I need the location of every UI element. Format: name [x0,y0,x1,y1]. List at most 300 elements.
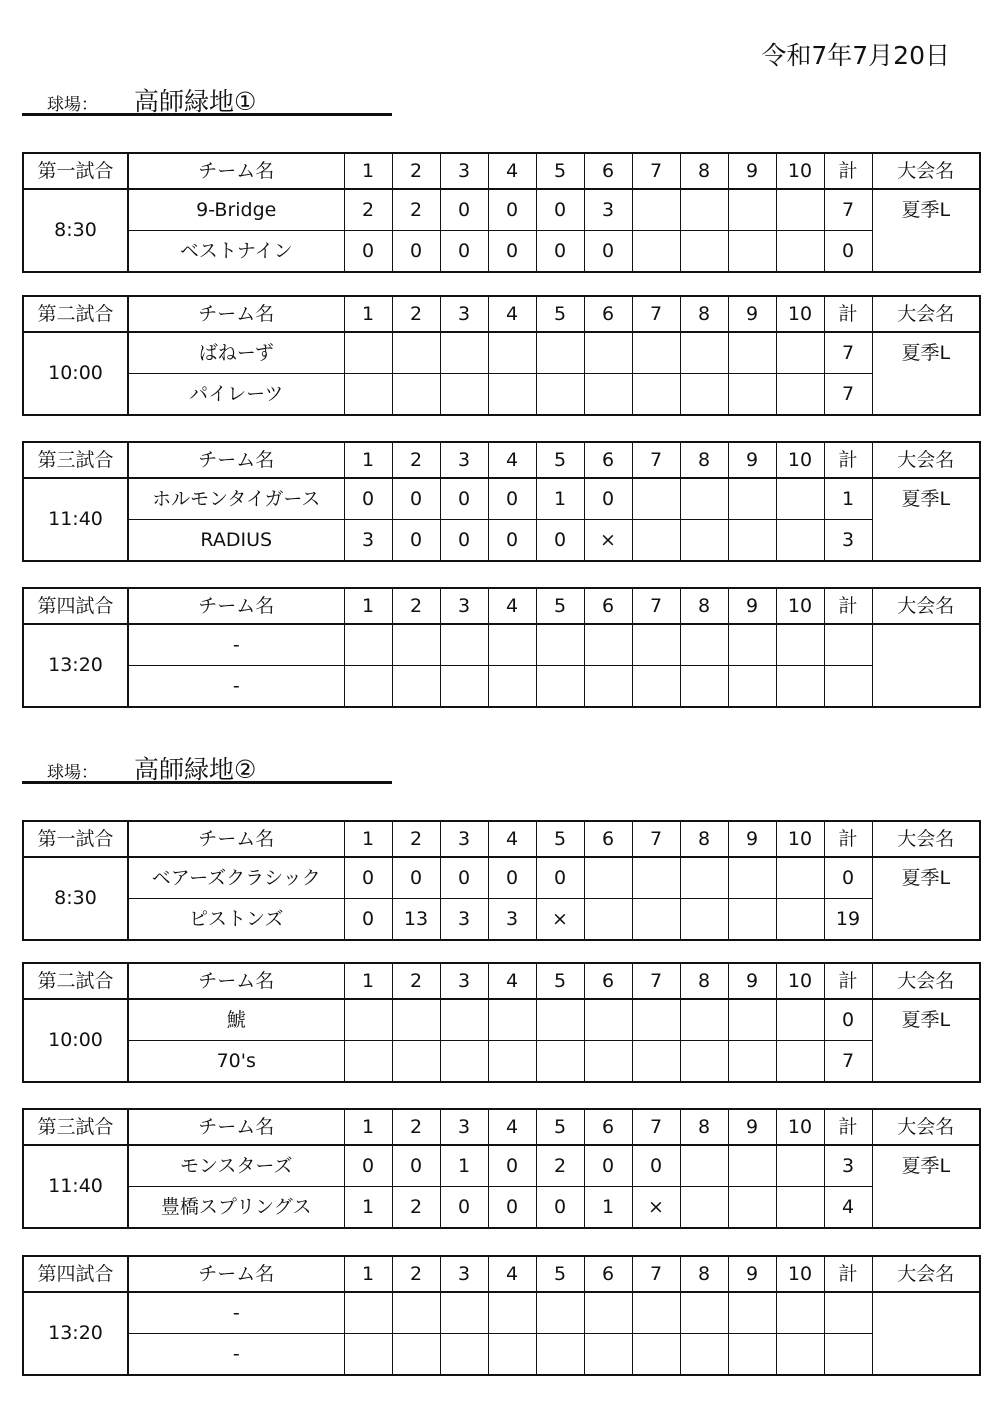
inning-score: 0 [344,1145,392,1187]
inning-score: 0 [344,899,392,941]
inning-header: 10 [776,588,824,624]
inning-header: 1 [344,821,392,857]
inning-score: 2 [344,189,392,231]
inning-score [488,332,536,374]
inning-score [632,624,680,666]
inning-score [440,1041,488,1083]
inning-score [776,666,824,708]
inning-score [728,666,776,708]
inning-header: 3 [440,1109,488,1145]
inning-header: 5 [536,442,584,478]
game-label: 第四試合 [23,588,128,624]
team-name: ベアーズクラシック [128,857,344,899]
venue-label: 球場： [47,763,98,783]
team-name: ばねーず [128,332,344,374]
inning-score: 0 [440,1187,488,1229]
total-score: 7 [824,332,872,374]
team-name: ベストナイン [128,231,344,273]
inning-score [392,1334,440,1376]
team-name: - [128,666,344,708]
inning-score: 2 [392,1187,440,1229]
inning-score: 2 [536,1145,584,1187]
game-time: 10:00 [23,332,128,415]
inning-score [344,332,392,374]
inning-header: 5 [536,296,584,332]
total-score: 7 [824,374,872,416]
team-row [23,857,980,899]
inning-header: 5 [536,153,584,189]
inning-score [728,1145,776,1187]
inning-score [440,624,488,666]
game-score-table [22,441,981,562]
total-score: 3 [824,1145,872,1187]
inning-header: 7 [632,296,680,332]
team-name: 9-Bridge [128,189,344,231]
inning-header: 4 [488,153,536,189]
inning-score [584,332,632,374]
inning-score [680,478,728,520]
game-time: 13:20 [23,624,128,707]
inning-header: 10 [776,1109,824,1145]
inning-header: 10 [776,442,824,478]
inning-header: 2 [392,296,440,332]
team-row [23,999,980,1041]
inning-score: 0 [584,1145,632,1187]
inning-score: 13 [392,899,440,941]
inning-header: 4 [488,588,536,624]
inning-header: 8 [680,821,728,857]
tournament-header: 大会名 [872,821,980,857]
inning-score [728,231,776,273]
inning-score: 0 [344,231,392,273]
inning-header: 6 [584,1256,632,1292]
inning-score [440,999,488,1041]
inning-score [536,624,584,666]
total-score: 3 [824,520,872,562]
inning-score [536,332,584,374]
inning-score [776,1334,824,1376]
inning-header: 3 [440,1256,488,1292]
inning-score [728,332,776,374]
total-score [824,1334,872,1376]
inning-header: 7 [632,442,680,478]
inning-score [392,1041,440,1083]
inning-header: 1 [344,1109,392,1145]
tournament-name [872,624,980,707]
inning-score [728,899,776,941]
inning-score: 0 [488,478,536,520]
inning-score [680,374,728,416]
inning-header: 3 [440,296,488,332]
inning-score [680,1145,728,1187]
total-score: 1 [824,478,872,520]
inning-header: 7 [632,1109,680,1145]
header-row [23,1109,980,1145]
venue-header [22,745,392,784]
inning-score [728,624,776,666]
inning-score [584,1334,632,1376]
inning-score [488,624,536,666]
venue-name: 高師緑地① [134,87,257,116]
inning-header: 7 [632,821,680,857]
inning-score [536,1292,584,1334]
total-header: 計 [824,1256,872,1292]
inning-score [680,1292,728,1334]
inning-score [776,999,824,1041]
inning-header: 10 [776,821,824,857]
inning-score: 0 [392,520,440,562]
inning-score: 0 [344,478,392,520]
inning-score: 0 [344,857,392,899]
team-row [23,189,980,231]
inning-score [728,520,776,562]
inning-score: 0 [488,189,536,231]
tournament-header: 大会名 [872,588,980,624]
inning-score [488,1041,536,1083]
inning-score [344,624,392,666]
inning-score: × [536,899,584,941]
inning-header: 6 [584,963,632,999]
inning-score [488,1292,536,1334]
inning-header: 8 [680,442,728,478]
game-label: 第三試合 [23,1109,128,1145]
tournament-header: 大会名 [872,296,980,332]
inning-header: 5 [536,1256,584,1292]
team-row [23,624,980,666]
inning-header: 7 [632,153,680,189]
game-score-table [22,587,981,708]
inning-score: 1 [440,1145,488,1187]
team-row [23,1145,980,1187]
inning-score [344,1334,392,1376]
team-row [23,520,980,562]
team-header: チーム名 [128,1109,344,1145]
inning-score [392,999,440,1041]
inning-header: 3 [440,588,488,624]
inning-score [632,189,680,231]
inning-header: 4 [488,442,536,478]
total-score: 4 [824,1187,872,1229]
game-label: 第一試合 [23,153,128,189]
inning-header: 8 [680,153,728,189]
inning-score [632,374,680,416]
game-label: 第三試合 [23,442,128,478]
inning-score [776,899,824,941]
inning-header: 3 [440,153,488,189]
inning-score [728,189,776,231]
tournament-header: 大会名 [872,1109,980,1145]
inning-header: 5 [536,821,584,857]
inning-header: 2 [392,821,440,857]
inning-score [632,666,680,708]
report-date: 令和7年7月20日 [761,41,950,70]
inning-header: 6 [584,821,632,857]
inning-header: 4 [488,1256,536,1292]
inning-header: 4 [488,296,536,332]
team-header: チーム名 [128,296,344,332]
inning-score [392,332,440,374]
total-score: 0 [824,231,872,273]
team-name: パイレーツ [128,374,344,416]
inning-score [536,666,584,708]
inning-score: × [584,520,632,562]
inning-header: 7 [632,963,680,999]
inning-score [584,624,632,666]
inning-header: 1 [344,296,392,332]
inning-score [584,666,632,708]
inning-score [776,231,824,273]
inning-header: 10 [776,153,824,189]
inning-score [536,999,584,1041]
inning-score [536,1334,584,1376]
inning-header: 9 [728,1256,776,1292]
inning-score: 0 [440,478,488,520]
inning-header: 3 [440,442,488,478]
inning-score [488,666,536,708]
tournament-name [872,1292,980,1375]
game-score-table [22,1255,981,1376]
inning-header: 4 [488,963,536,999]
inning-score [392,1292,440,1334]
total-score [824,1292,872,1334]
inning-header: 9 [728,1109,776,1145]
game-label: 第二試合 [23,296,128,332]
inning-score [632,478,680,520]
team-header: チーム名 [128,153,344,189]
inning-header: 5 [536,588,584,624]
venue-name: 高師緑地② [134,755,257,784]
inning-score: 0 [392,1145,440,1187]
inning-score [728,374,776,416]
game-score-table [22,962,981,1083]
inning-header: 2 [392,963,440,999]
header-row [23,442,980,478]
inning-header: 5 [536,963,584,999]
total-header: 計 [824,1109,872,1145]
tournament-name: 夏季L [872,857,980,940]
inning-score [440,332,488,374]
total-score [824,666,872,708]
inning-header: 3 [440,963,488,999]
tournament-header: 大会名 [872,153,980,189]
inning-header: 1 [344,442,392,478]
team-row [23,478,980,520]
inning-score [632,231,680,273]
inning-score: 1 [344,1187,392,1229]
inning-score: 0 [488,857,536,899]
inning-score [728,1041,776,1083]
team-name: 鯱 [128,999,344,1041]
inning-score: 2 [392,189,440,231]
inning-header: 9 [728,153,776,189]
inning-score [632,999,680,1041]
inning-score [584,857,632,899]
inning-score: 0 [392,478,440,520]
inning-header: 10 [776,963,824,999]
team-name: ピストンズ [128,899,344,941]
inning-score [632,857,680,899]
team-header: チーム名 [128,963,344,999]
header-row [23,296,980,332]
inning-score: 0 [488,231,536,273]
team-header: チーム名 [128,1256,344,1292]
inning-header: 1 [344,153,392,189]
inning-score: 0 [584,478,632,520]
inning-score: 1 [584,1187,632,1229]
inning-score [728,857,776,899]
inning-header: 10 [776,296,824,332]
game-time: 11:40 [23,478,128,561]
inning-score: 0 [632,1145,680,1187]
team-row [23,1187,980,1229]
inning-score [392,624,440,666]
inning-score: 0 [488,520,536,562]
total-score: 7 [824,189,872,231]
inning-score: 0 [536,1187,584,1229]
inning-score [680,666,728,708]
inning-score [776,624,824,666]
inning-header: 3 [440,821,488,857]
inning-header: 7 [632,1256,680,1292]
inning-header: 2 [392,1256,440,1292]
team-row [23,332,980,374]
inning-score [584,1041,632,1083]
inning-score: 3 [440,899,488,941]
total-header: 計 [824,153,872,189]
inning-score [680,857,728,899]
inning-score: 3 [584,189,632,231]
inning-score [632,899,680,941]
tournament-name: 夏季L [872,189,980,272]
inning-header: 6 [584,588,632,624]
inning-score [488,1334,536,1376]
team-row [23,899,980,941]
tournament-header: 大会名 [872,442,980,478]
inning-score: 0 [488,1187,536,1229]
inning-header: 2 [392,442,440,478]
inning-score [344,999,392,1041]
total-score [824,624,872,666]
inning-score [776,520,824,562]
inning-score: 0 [440,857,488,899]
inning-score [344,1041,392,1083]
total-header: 計 [824,963,872,999]
team-row [23,231,980,273]
inning-score: × [632,1187,680,1229]
team-name: - [128,1292,344,1334]
inning-header: 1 [344,588,392,624]
inning-score [680,624,728,666]
inning-header: 2 [392,1109,440,1145]
inning-score [680,1334,728,1376]
inning-score [728,999,776,1041]
inning-score: 0 [536,189,584,231]
inning-score [776,857,824,899]
inning-score [680,231,728,273]
game-label: 第四試合 [23,1256,128,1292]
inning-score: 0 [488,1145,536,1187]
game-time: 8:30 [23,189,128,272]
team-name: ホルモンタイガース [128,478,344,520]
inning-score [776,478,824,520]
inning-header: 8 [680,1256,728,1292]
inning-header: 7 [632,588,680,624]
inning-score [680,189,728,231]
inning-score [776,1187,824,1229]
team-row [23,1041,980,1083]
game-label: 第二試合 [23,963,128,999]
inning-score: 0 [440,189,488,231]
venue-header [22,77,392,116]
inning-header: 2 [392,588,440,624]
game-label: 第一試合 [23,821,128,857]
inning-header: 1 [344,1256,392,1292]
game-time: 13:20 [23,1292,128,1375]
inning-header: 9 [728,296,776,332]
inning-score [680,999,728,1041]
header-row [23,588,980,624]
inning-score [776,1145,824,1187]
team-name: 豊橋スプリングス [128,1187,344,1229]
team-row [23,1292,980,1334]
venue-label: 球場： [47,95,98,115]
game-score-table [22,820,981,941]
team-row [23,666,980,708]
inning-header: 6 [584,442,632,478]
team-name: 70's [128,1041,344,1083]
inning-score [632,520,680,562]
team-header: チーム名 [128,821,344,857]
inning-score: 0 [536,857,584,899]
inning-score [728,1292,776,1334]
inning-score [536,374,584,416]
tournament-name: 夏季L [872,478,980,561]
inning-score [728,1187,776,1229]
team-name: RADIUS [128,520,344,562]
tournament-name: 夏季L [872,332,980,415]
inning-score [680,899,728,941]
inning-score [440,1292,488,1334]
inning-header: 9 [728,963,776,999]
inning-score [776,189,824,231]
game-score-table [22,1108,981,1229]
total-header: 計 [824,821,872,857]
inning-score [440,374,488,416]
inning-header: 2 [392,153,440,189]
inning-score [440,1334,488,1376]
inning-header: 8 [680,296,728,332]
inning-score [440,666,488,708]
inning-score: 0 [584,231,632,273]
total-header: 計 [824,588,872,624]
team-name: モンスターズ [128,1145,344,1187]
inning-score [584,374,632,416]
inning-score [392,374,440,416]
inning-score [680,1041,728,1083]
header-row [23,153,980,189]
inning-score [488,999,536,1041]
inning-header: 1 [344,963,392,999]
inning-score [776,1292,824,1334]
inning-score [632,1041,680,1083]
game-time: 8:30 [23,857,128,940]
inning-header: 6 [584,1109,632,1145]
inning-score [488,374,536,416]
total-header: 計 [824,442,872,478]
inning-score: 3 [344,520,392,562]
inning-score: 0 [536,520,584,562]
inning-score [728,478,776,520]
